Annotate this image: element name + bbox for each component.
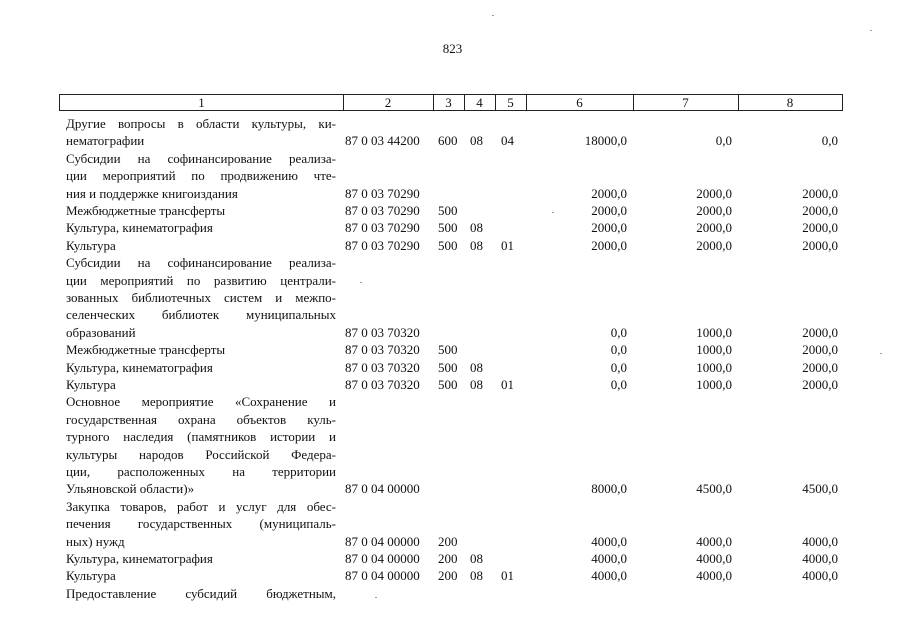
header-col-2: 2: [384, 95, 392, 110]
row-value-col8: 2000,0: [802, 359, 838, 375]
row-value-col7: 1000,0: [696, 359, 732, 375]
row-rz-code: 08: [470, 568, 483, 584]
table-row: [0, 185, 905, 202]
table-row: [0, 446, 905, 463]
row-value-col7: 4000,0: [696, 551, 732, 566]
row-name: Закупка товаров, работ и услуг для обес-: [66, 498, 336, 514]
row-csr-code: 87 0 04 00000: [345, 533, 420, 549]
table-row: [0, 463, 905, 480]
row-vr-code: 500: [438, 237, 458, 253]
header-col-3: 3: [445, 95, 452, 110]
row-csr-code: 87 0 03 70320: [345, 324, 420, 340]
row-value-col8: 4000,0: [802, 533, 838, 549]
scan-speck: [552, 212, 554, 213]
header-col-7: 7: [682, 95, 689, 110]
row-value-col6: 0,0: [610, 377, 627, 392]
row-value-col8: 2000,0: [802, 203, 838, 218]
row-value-col6: 4000,0: [591, 568, 627, 584]
row-vr-code: 200: [438, 568, 458, 584]
table-row: [0, 254, 905, 271]
row-value-col7: 1000,0: [696, 377, 732, 392]
table-row: [0, 150, 905, 167]
scan-speck: [360, 282, 362, 283]
row-value-col7: 2000,0: [696, 203, 732, 218]
row-name: Культура, кинематография: [66, 220, 213, 236]
row-rz-code: 08: [470, 377, 483, 392]
row-name: турного наследия (памятников истории и: [66, 429, 336, 445]
row-name: Культура: [66, 568, 116, 584]
table-row: [0, 567, 905, 584]
row-value-col6: 0,0: [610, 342, 627, 358]
row-value-col6: 0,0: [610, 359, 627, 375]
row-rz-code: 08: [470, 237, 483, 253]
row-value-col7: 4000,0: [696, 568, 732, 584]
row-value-col6: 18000,0: [584, 133, 627, 149]
row-name: Культура: [66, 237, 116, 253]
table-row: [0, 289, 905, 306]
table-row: [0, 306, 905, 323]
row-value-col6: 4000,0: [591, 551, 627, 566]
row-name: Культура: [66, 377, 116, 392]
header-col-6: 6: [576, 95, 583, 110]
row-name: образований: [66, 324, 136, 340]
row-vr-code: 600: [438, 133, 458, 149]
table-row: [0, 341, 905, 358]
table-row: [0, 585, 905, 602]
table-row: [0, 376, 905, 393]
row-value-col8: 2000,0: [802, 185, 838, 201]
row-value-col7: 2000,0: [696, 237, 732, 253]
table-row: [0, 393, 905, 410]
row-name: печения государственных (муниципаль-: [66, 516, 336, 532]
row-name: ных) нужд: [66, 533, 125, 549]
scan-speck: [870, 30, 872, 31]
row-vr-code: 200: [438, 533, 458, 549]
row-pr-code: 04: [501, 133, 514, 149]
row-pr-code: 01: [501, 237, 514, 253]
page-number: 823: [442, 41, 463, 56]
table-row: [0, 533, 905, 550]
row-rz-code: 08: [470, 359, 483, 375]
row-value-col8: 2000,0: [802, 377, 838, 392]
table-row: [0, 202, 905, 219]
row-name: нематографии: [66, 133, 145, 149]
row-csr-code: 87 0 03 70290: [345, 237, 420, 253]
row-csr-code: 87 0 04 00000: [345, 568, 420, 584]
row-name: ции мероприятий по развитию централи-: [66, 272, 336, 288]
row-value-col8: 4500,0: [802, 481, 838, 497]
table-header: [59, 94, 843, 111]
row-value-col8: 2000,0: [802, 342, 838, 358]
row-value-col6: 2000,0: [591, 185, 627, 201]
row-value-col7: 4000,0: [696, 533, 732, 549]
header-col-4: 4: [476, 95, 483, 110]
row-csr-code: 87 0 04 00000: [345, 551, 420, 566]
scan-speck: [375, 597, 377, 598]
row-vr-code: 500: [438, 203, 458, 218]
row-name: Субсидии на софинансирование реализа-: [66, 150, 336, 166]
row-name: Предоставление субсидий бюджетным,: [66, 585, 336, 601]
row-csr-code: 87 0 03 70320: [345, 342, 420, 358]
row-value-col7: 1000,0: [696, 324, 732, 340]
row-csr-code: 87 0 03 70320: [345, 359, 420, 375]
table-row: [0, 219, 905, 236]
scan-speck: [492, 15, 494, 16]
row-value-col8: 2000,0: [802, 237, 838, 253]
row-value-col8: 2000,0: [802, 220, 838, 236]
row-rz-code: 08: [470, 220, 483, 236]
scan-speck: [880, 353, 882, 354]
table-row: [0, 237, 905, 254]
header-col-1: 1: [198, 95, 205, 110]
row-name: Межбюджетные трансферты: [66, 342, 226, 358]
row-name: Основное мероприятие «Сохранение и: [66, 394, 336, 410]
row-vr-code: 500: [438, 359, 458, 375]
table-row: [0, 115, 905, 132]
row-value-col7: 4500,0: [696, 481, 732, 497]
row-name: зованных библиотечных систем и межпо-: [66, 290, 336, 305]
row-pr-code: 01: [501, 568, 514, 584]
row-rz-code: 08: [470, 551, 483, 566]
row-name: государственная охрана объектов куль-: [66, 411, 336, 427]
row-value-col6: 8000,0: [591, 481, 627, 497]
row-name: ции мероприятий по продвижению чте-: [66, 168, 336, 184]
row-csr-code: 87 0 03 44200: [345, 133, 420, 149]
row-name: Ульяновской области)»: [66, 481, 195, 497]
row-value-col7: 2000,0: [696, 185, 732, 201]
header-col-8: 8: [786, 95, 794, 110]
table-row: [0, 428, 905, 445]
row-name: Другие вопросы в области культуры, ки-: [66, 116, 336, 131]
row-value-col6: 2000,0: [591, 220, 627, 236]
table-row: [0, 359, 905, 376]
row-value-col6: 2000,0: [591, 203, 627, 218]
row-csr-code: 87 0 04 00000: [345, 481, 420, 497]
row-vr-code: 500: [438, 220, 458, 236]
row-value-col8: 4000,0: [802, 568, 838, 584]
row-name: культуры народов Российской Федера-: [66, 446, 336, 462]
table-row: [0, 324, 905, 341]
row-rz-code: 08: [470, 133, 483, 149]
row-csr-code: 87 0 03 70290: [345, 185, 420, 201]
row-name: селенческих библиотек муниципальных: [66, 307, 336, 323]
row-csr-code: 87 0 03 70290: [345, 203, 420, 218]
table-row: [0, 132, 905, 149]
row-name: Культура, кинематография: [66, 551, 213, 566]
row-vr-code: 500: [438, 377, 458, 392]
row-name: Межбюджетные трансферты: [66, 203, 226, 218]
row-csr-code: 87 0 03 70320: [345, 377, 420, 392]
row-name: Культура, кинематография: [66, 359, 213, 375]
row-vr-code: 500: [438, 342, 458, 358]
table-row: [0, 272, 905, 289]
header-col-5: 5: [507, 95, 514, 110]
row-value-col6: 2000,0: [591, 237, 627, 253]
row-value-col6: 0,0: [610, 324, 627, 340]
row-value-col6: 4000,0: [591, 533, 627, 549]
table-row: [0, 515, 905, 532]
row-name: ния и поддержке книгоиздания: [66, 185, 238, 201]
row-value-col8: 4000,0: [802, 551, 838, 566]
table-row: [0, 480, 905, 497]
table-row: [0, 498, 905, 515]
row-pr-code: 01: [501, 377, 514, 392]
row-name: Субсидии на софинансирование реализа-: [66, 255, 336, 271]
row-value-col8: 0,0: [821, 133, 838, 149]
row-value-col7: 1000,0: [696, 342, 732, 358]
table-row: [0, 411, 905, 428]
row-name: ции, расположенных на территории: [66, 464, 336, 479]
row-csr-code: 87 0 03 70290: [345, 220, 420, 236]
row-value-col8: 2000,0: [802, 324, 838, 340]
table-row: [0, 550, 905, 567]
table-row: [0, 167, 905, 184]
row-value-col7: 2000,0: [696, 220, 732, 236]
row-value-col7: 0,0: [715, 133, 732, 149]
row-vr-code: 200: [438, 551, 458, 566]
